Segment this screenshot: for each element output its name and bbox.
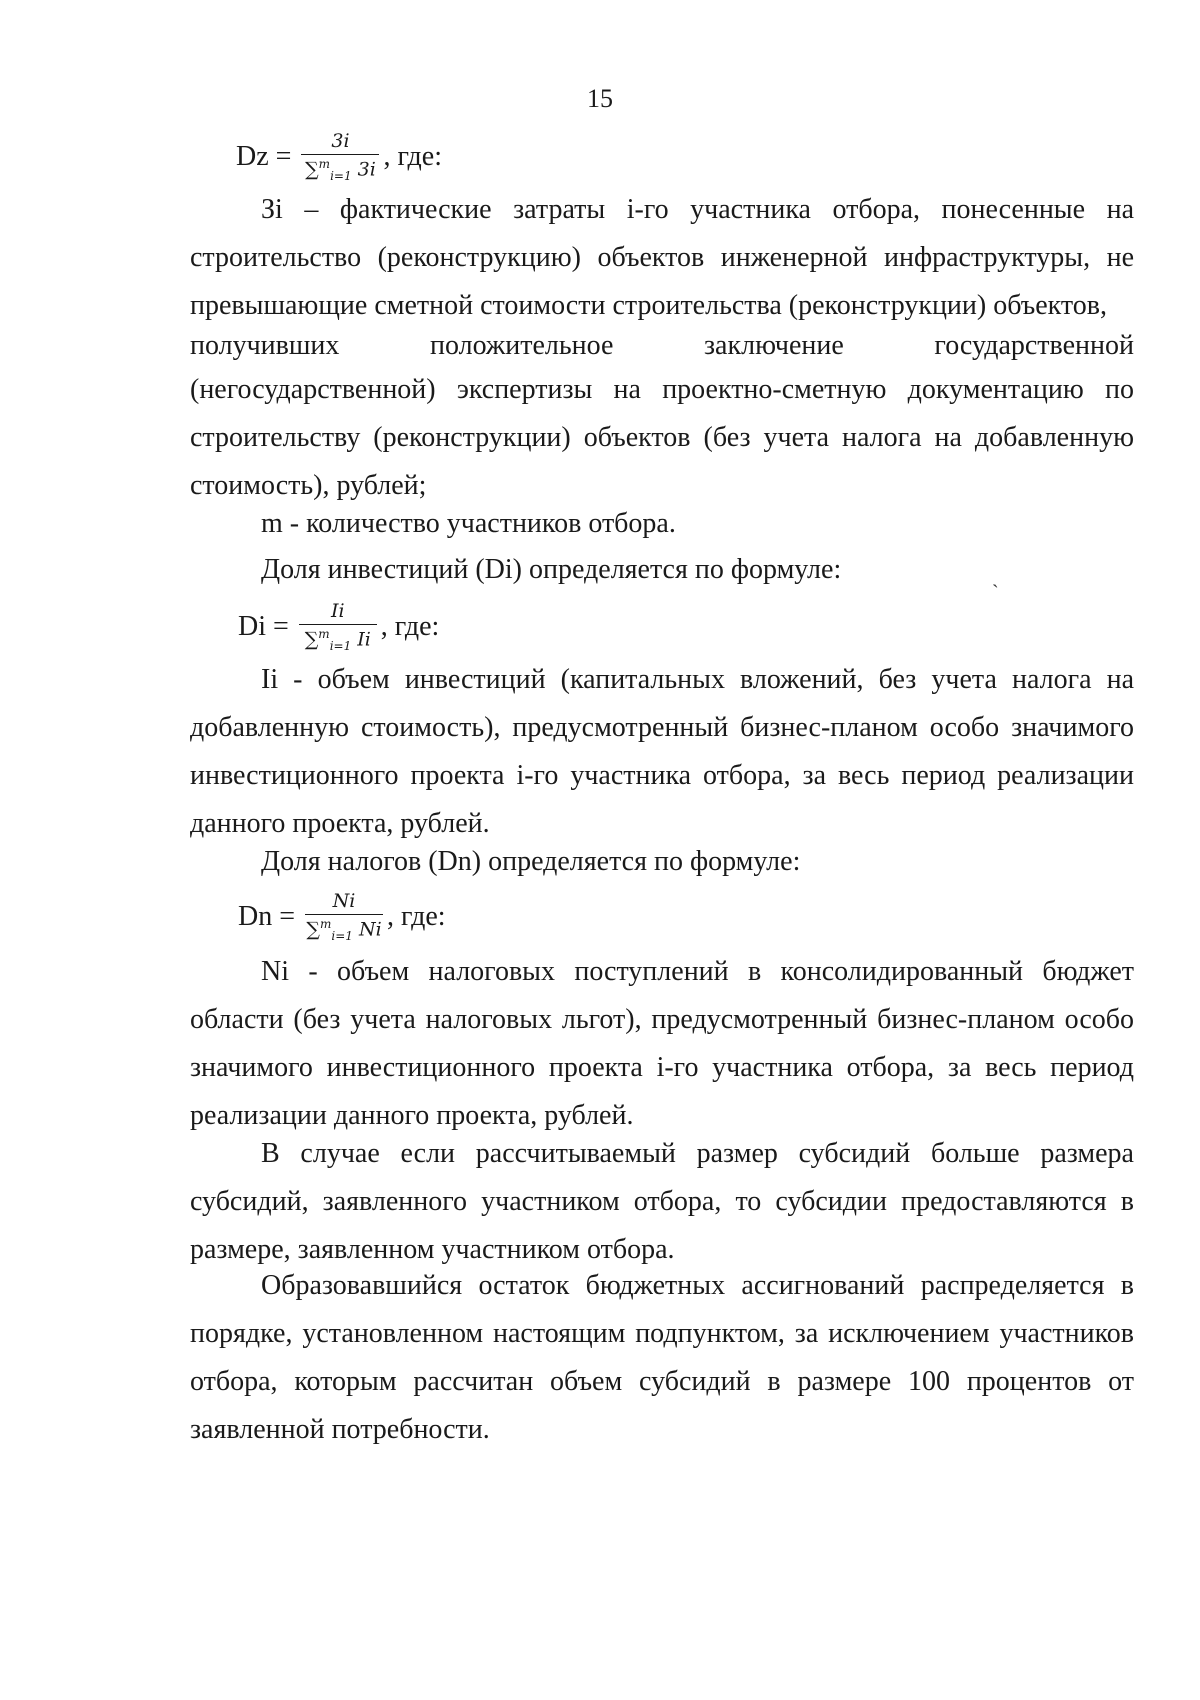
zi-definition-continued: (негосударственной) экспертизы на проектно-сметную документацию по строительству (реконструкции) объектов (без учета налога на добавленную стоимость), рублей; <box>190 374 1134 501</box>
spread-word: государственной <box>934 330 1134 361</box>
formula-suffix: , где: <box>383 140 442 172</box>
formula-numerator: Ii <box>299 600 377 625</box>
formula-fraction <box>305 890 383 943</box>
spread-word: положительное <box>430 330 614 361</box>
excess-case-paragraph: В случае если рассчитываемый размер субсидий больше размера субсидий, заявленного участником отбора, то субсидии предоставляются в размере, заявленном участником отбора. <box>190 1138 1134 1265</box>
formula-denominator: ∑$^m_{i=1}$ 3i <box>305 157 376 184</box>
zi-definition-spread-line <box>190 322 1134 370</box>
formula-dz <box>236 130 442 183</box>
formula-fraction <box>299 600 377 653</box>
formula-suffix: , где: <box>380 610 440 642</box>
page-number: 15 <box>587 84 613 113</box>
formula-lhs: Dz = <box>236 140 292 172</box>
m-definition: m - количество участников отбора. <box>261 508 676 539</box>
stray-mark: ˏ <box>992 566 999 588</box>
zi-definition: Зi – фактические затраты i-го участника отбора, понесенные на строительство (реконструкцию) объектов инженерной инфраструктуры, не превышающие сметной стоимости строительства (реконструкции) объектов, <box>190 194 1134 321</box>
spread-word: заключение <box>704 330 844 361</box>
formula-suffix: , где: <box>387 900 446 932</box>
ii-definition: Ii - объем инвестиций (капитальных вложений, без учета налога на добавленную стоимость), предусмотренный бизнес-планом особо значимого инвестиционного проекта i-го участника отбора, за весь период реализации данного проекта, рублей. <box>190 664 1134 839</box>
spread-word: получивших <box>190 330 340 361</box>
ni-definition: Ni - объем налоговых поступлений в консолидированный бюджет области (без учета налоговых льгот), предусмотренный бизнес-планом особо значимого инвестиционного проекта i-го участника отбора, за весь период реализации данного проекта, рублей. <box>190 956 1134 1131</box>
formula-lhs: Di = <box>238 610 289 642</box>
formula-lhs: Dn = <box>238 900 296 932</box>
remainder-paragraph: Образовавшийся остаток бюджетных ассигнований распределяется в порядке, установленном настоящим подпунктом, за исключением участников отбора, которым рассчитан объем субсидий в размере 100 процентов от заявленной потребности. <box>190 1270 1134 1445</box>
formula-di <box>238 600 439 653</box>
dn-intro: Доля налогов (Dn) определяется по формуле: <box>261 846 801 877</box>
formula-denominator: ∑$^m_{i=1}$ Ii <box>304 627 371 654</box>
formula-denominator: ∑$^m_{i=1}$ Ni <box>306 917 382 944</box>
formula-fraction <box>301 130 379 183</box>
formula-numerator: 3i <box>301 130 379 155</box>
di-intro: Доля инвестиций (Di) определяется по формуле: <box>261 554 842 585</box>
formula-numerator: Ni <box>305 890 383 915</box>
formula-dn <box>238 890 446 943</box>
